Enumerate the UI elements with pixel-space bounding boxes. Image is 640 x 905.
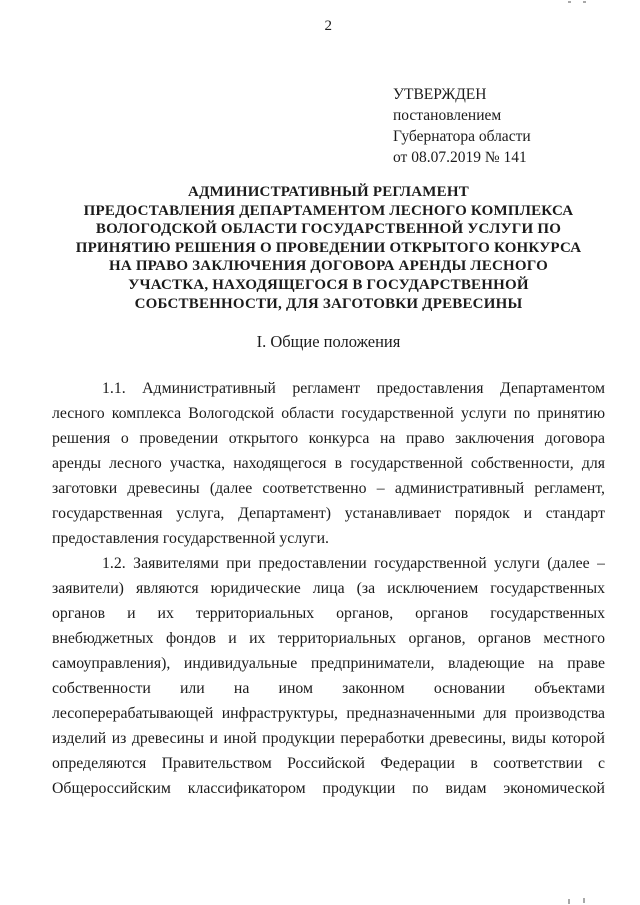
paragraph-1-1	[52, 376, 605, 551]
text-line: 1.2. Заявителями при предоставлении государственной услуги (далее –	[102, 555, 605, 572]
text-line: внебюджетных фондов и их территориальных органов, органов местного	[52, 630, 605, 647]
text-line: заявители) являются юридические лица (за исключением государственных	[52, 580, 605, 597]
approval-line: постановлением	[393, 107, 502, 124]
title-line: АДМИНИСТРАТИВНЫЙ РЕГЛАМЕНТ	[188, 184, 469, 200]
page-number: 2	[324, 18, 333, 34]
scan-artifact	[583, 898, 585, 903]
text-line: заготовки древесины (далее соответственно – административный регламент,	[52, 480, 605, 497]
body-paragraphs	[52, 376, 605, 801]
text-line: органов и их территориальных органов, органов государственных	[52, 605, 605, 622]
approval-line: Губернатора области	[393, 128, 531, 145]
paragraph-1-2	[52, 551, 605, 801]
approval-line: УТВЕРЖДЕН	[393, 86, 487, 103]
scan-artifact	[568, 1, 571, 3]
text-line: лесоперерабатывающей инфраструктуры, предназначенными для производства	[52, 705, 605, 722]
text-line: аренды лесного участка, находящегося в государственной собственности, для	[52, 455, 605, 472]
title-line: СОБСТВЕННОСТИ, ДЛЯ ЗАГОТОВКИ ДРЕВЕСИНЫ	[134, 295, 523, 312]
document-title	[52, 183, 605, 313]
text-line: лесного комплекса Вологодской области государственной услуги по принятию	[52, 405, 605, 422]
title-line: НА ПРАВО ЗАКЛЮЧЕНИЯ ДОГОВОРА АРЕНДЫ ЛЕСНОГО	[108, 258, 549, 275]
approval-block	[393, 84, 531, 168]
title-line: ПРЕДОСТАВЛЕНИЯ ДЕПАРТАМЕНТОМ ЛЕСНОГО КОМПЛЕКСА	[83, 202, 574, 219]
text-line: решения о проведении открытого конкурса на право заключения договора	[52, 430, 605, 447]
text-line: самоуправления), индивидуальные предприниматели, владеющие на праве	[52, 655, 605, 672]
text-line: определяются Правительством Российской Федерации в соответствии с	[52, 755, 605, 772]
scan-artifact	[568, 899, 570, 904]
text-line: Общероссийским классификатором продукции по видам экономической	[52, 780, 605, 797]
title-line: ВОЛОГОДСКОЙ ОБЛАСТИ ГОСУДАРСТВЕННОЙ УСЛУГИ ПО	[95, 221, 562, 238]
text-line: предоставления государственной услуги.	[52, 530, 329, 547]
text-line: собственности или на ином законном основании объектами	[52, 680, 605, 697]
text-line: 1.1. Административный регламент предоставления Департаментом	[102, 380, 605, 397]
text-line: изделий из древесины и иной продукции переработки древесины, виды которой	[52, 730, 605, 747]
title-line: ПРИНЯТИЮ РЕШЕНИЯ О ПРОВЕДЕНИИ ОТКРЫТОГО КОНКУРСА	[75, 239, 582, 256]
approval-line: от 08.07.2019 № 141	[393, 149, 527, 166]
title-line: УЧАСТКА, НАХОДЯЩЕГОСЯ В ГОСУДАРСТВЕННОЙ	[128, 276, 529, 293]
scan-artifact	[583, 1, 586, 3]
text-line: государственная услуга, Департамент) устанавливает порядок и стандарт	[52, 505, 605, 522]
section-heading: I. Общие положения	[256, 332, 401, 351]
